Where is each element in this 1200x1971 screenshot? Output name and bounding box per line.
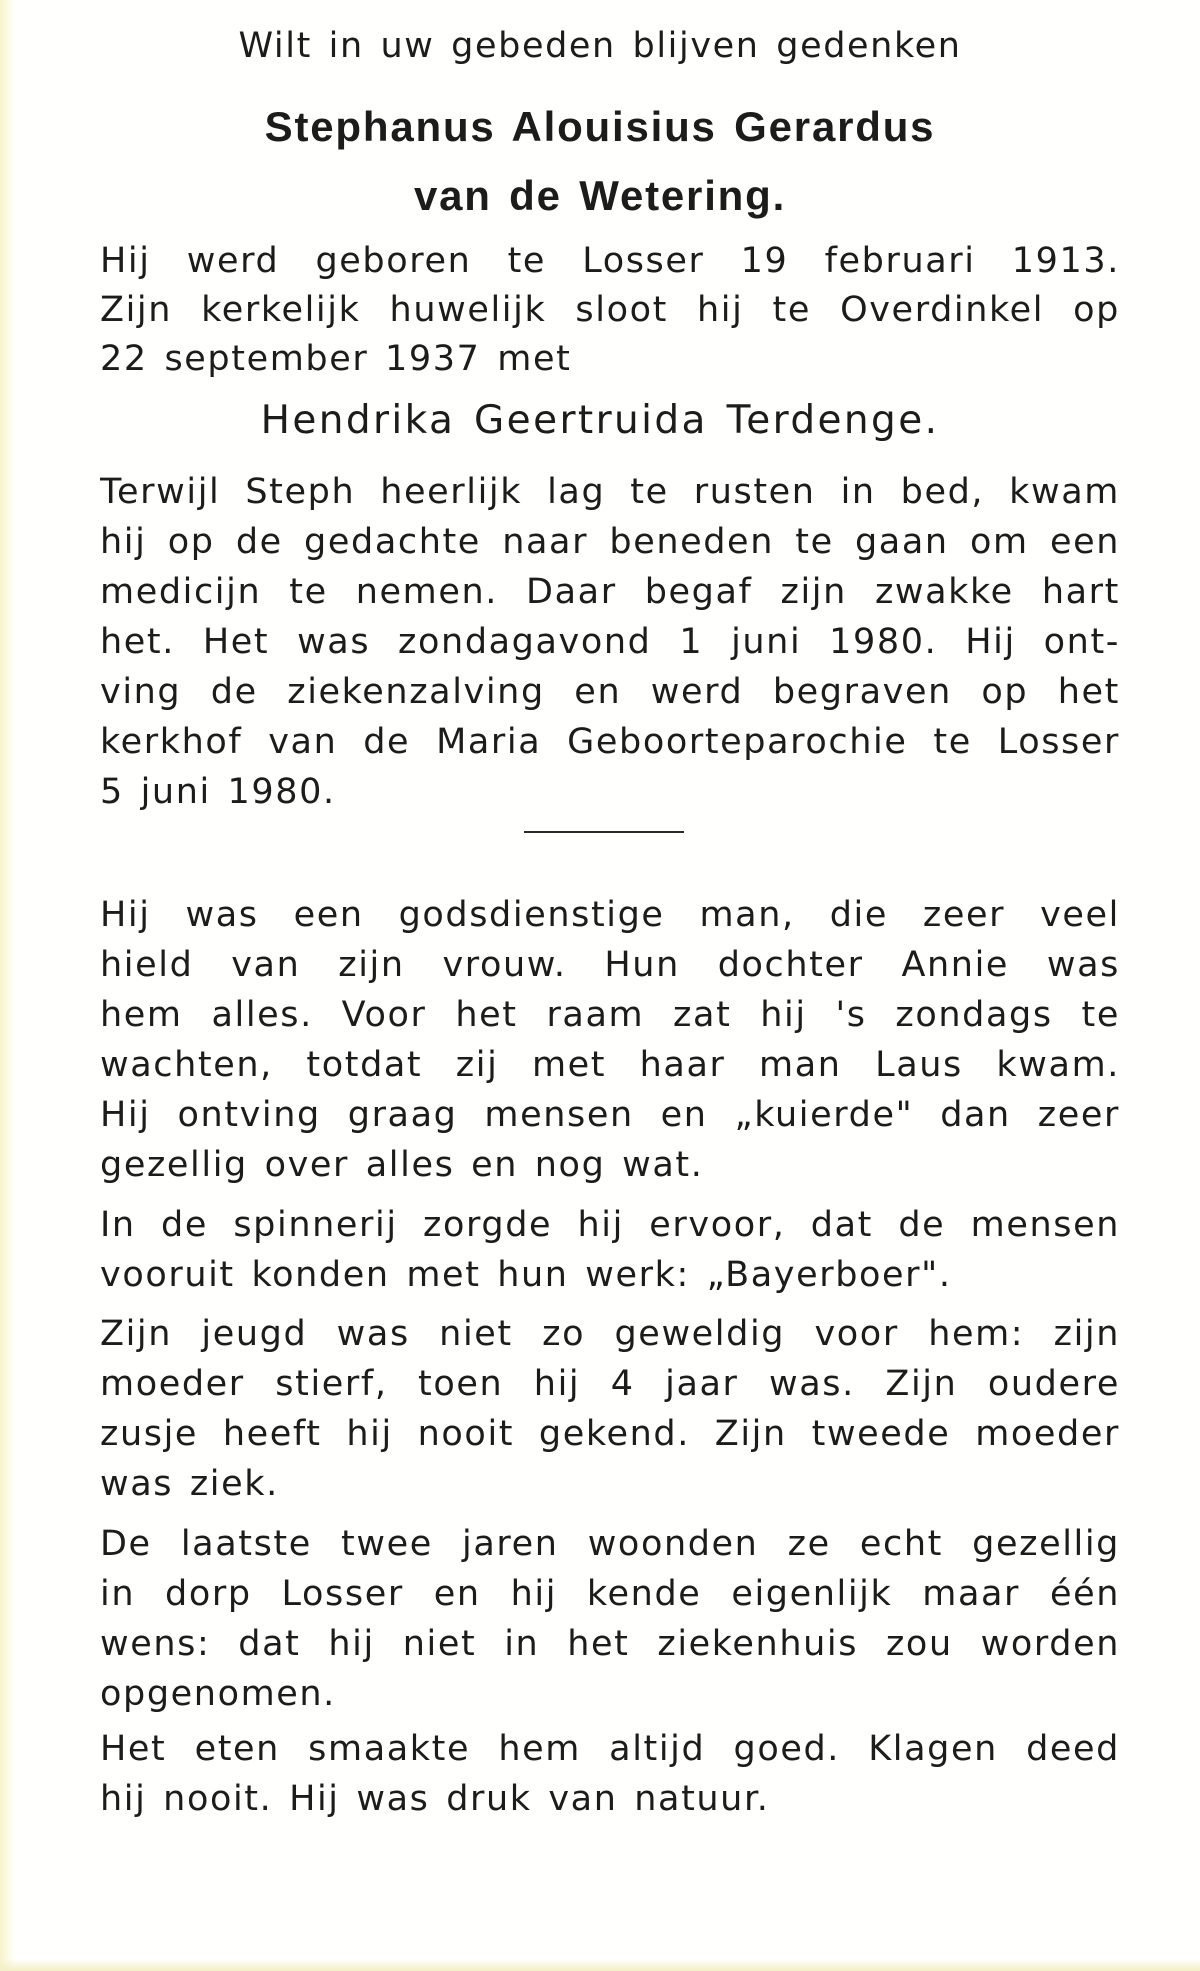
tribute-line: moeder stierf, toen hij 4 jaar was. Zijn oudere: [100, 1364, 1120, 1404]
paper-edge-bottom: [0, 1959, 1200, 1971]
deceased-name-line2: van de Wetering.: [413, 172, 787, 219]
tribute-line: gezellig over alles en nog wat.: [100, 1145, 704, 1185]
tribute-line: wens: dat hij niet in het ziekenhuis zou worden: [100, 1624, 1120, 1664]
paper-edge-left: [0, 0, 14, 1971]
birth-line: Hij werd geboren te Losser 19 februari 1913.: [100, 241, 1120, 281]
death-line: medicijn te nemen. Daar begaf zijn zwakke hart: [100, 572, 1120, 612]
tribute-line: zusje heeft hij nooit gekend. Zijn tweede moeder: [100, 1414, 1120, 1454]
tribute-line: Hij ontving graag mensen en „kuierde" dan zeer: [100, 1095, 1120, 1135]
tribute-line: in dorp Losser en hij kende eigenlijk maar één: [100, 1574, 1120, 1614]
tribute-line: hem alles. Voor het raam zat hij 's zondags te: [100, 995, 1120, 1035]
section-divider: [524, 831, 684, 833]
marriage-date-line: 22 september 1937 met: [100, 339, 572, 379]
death-line: Terwijl Steph heerlijk lag te rusten in bed, kwam: [100, 472, 1120, 512]
tribute-line: hield van zijn vrouw. Hun dochter Annie was: [100, 945, 1120, 985]
tribute-line: In de spinnerij zorgde hij ervoor, dat de mensen: [100, 1205, 1120, 1245]
tribute-line: Zijn jeugd was niet zo geweldig voor hem: zijn: [100, 1314, 1120, 1354]
intro-line: Wilt in uw gebeden blijven gedenken: [238, 26, 962, 66]
spouse-name: Hendrika Geertruida Terdenge.: [260, 399, 940, 443]
tribute-line: opgenomen.: [100, 1674, 336, 1714]
tribute-line: wachten, totdat zij met haar man Laus kwam.: [100, 1045, 1120, 1085]
tribute-line: hij nooit. Hij was druk van natuur.: [100, 1779, 770, 1819]
death-line: kerkhof van de Maria Geboorteparochie te Losser: [100, 722, 1120, 762]
death-line: het. Het was zondagavond 1 juni 1980. Hij ont-: [100, 622, 1120, 662]
tribute-line: was ziek.: [100, 1464, 279, 1504]
marriage-line: Zijn kerkelijk huwelijk sloot hij te Overdinkel op: [100, 290, 1120, 330]
death-line: ving de ziekenzalving en werd begraven op het: [100, 672, 1120, 712]
tribute-line: Hij was een godsdienstige man, die zeer veel: [100, 895, 1120, 935]
death-line: hij op de gedachte naar beneden te gaan om een: [100, 522, 1120, 562]
tribute-line: vooruit konden met hun werk: „Bayerboer".: [100, 1255, 952, 1295]
tribute-line: De laatste twee jaren woonden ze echt gezellig: [100, 1524, 1120, 1564]
death-line: 5 juni 1980.: [100, 772, 336, 812]
deceased-name-line1: Stephanus Alouisius Gerardus: [264, 103, 936, 150]
tribute-line: Het eten smaakte hem altijd goed. Klagen deed: [100, 1729, 1120, 1769]
